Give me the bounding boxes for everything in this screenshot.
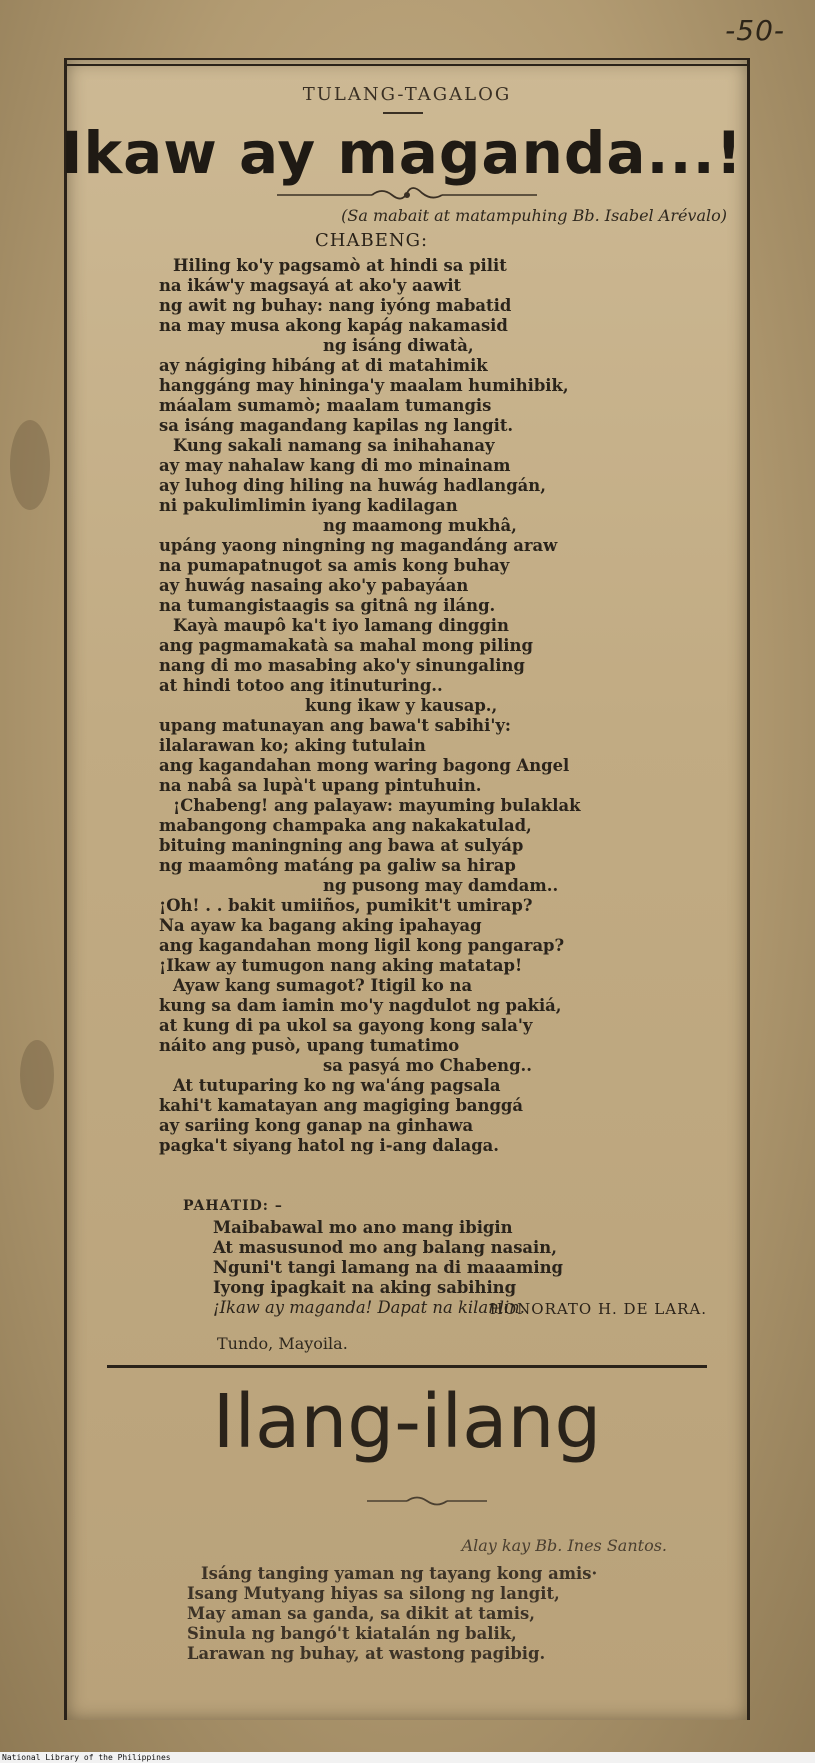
poem-line: Kayà maupô ka't iyo lamang dinggin bbox=[173, 616, 509, 635]
poem-line: na pumapatnugot sa amis kong buhay bbox=[159, 556, 510, 575]
poem-line: hanggáng may hininga'y maalam humihibik, bbox=[159, 376, 569, 395]
pahatid-line: ¡Ikaw ay maganda! Dapat na kilanlin. bbox=[213, 1298, 525, 1317]
poem-line: At tutuparing ko ng wa'áng pagsala bbox=[173, 1076, 501, 1095]
section-divider bbox=[107, 1365, 707, 1368]
second-poem-title: Ilang-ilang bbox=[212, 1379, 602, 1465]
ornament-icon bbox=[277, 184, 537, 206]
poem-line: mabangong champaka ang nakakatulad, bbox=[159, 816, 532, 835]
poem-line: ng pusong may damdam.. bbox=[323, 876, 559, 895]
poem-line: ay nágiging hibáng at di matahimik bbox=[159, 356, 488, 375]
poem-line: ng maamông matáng pa galiw sa hirap bbox=[159, 856, 516, 875]
poem-line: pagka't siyang hatol ng i-ang dalaga. bbox=[159, 1136, 500, 1155]
pahatid-line: Maibabawal mo ano mang ibigin bbox=[213, 1218, 513, 1237]
poem-line: na nabâ sa lupà't upang pintuhuin. bbox=[159, 776, 482, 795]
author-signature: HONORATO H. DE LARA. bbox=[489, 1300, 707, 1318]
pahatid-line: At masusunod mo ang balang nasain, bbox=[213, 1238, 557, 1257]
poem-line: ¡Chabeng! ang palayaw: mayuming bulaklak bbox=[173, 796, 581, 815]
second-poem-body bbox=[187, 1564, 727, 1664]
pahatid-line: Iyong ipagkait na aking sabihing bbox=[213, 1278, 517, 1297]
poem-line: náito ang pusò, upang tumatimo bbox=[159, 1036, 460, 1055]
pahatid-line: Nguni't tangi lamang na di maaaming bbox=[213, 1258, 563, 1277]
poem-line: na tumangistaagis sa gitnâ ng iláng. bbox=[159, 596, 496, 615]
page-number: -50- bbox=[725, 14, 785, 47]
poem-line: nang di mo masabing ako'y sinungaling bbox=[159, 656, 525, 675]
newspaper-clipping bbox=[60, 58, 750, 1720]
poem-line: sa pasyá mo Chabeng.. bbox=[323, 1056, 532, 1075]
poem-body bbox=[159, 256, 719, 1156]
poem-line: ng maamong mukhâ, bbox=[323, 516, 517, 535]
poem-line: Sinula ng bangó't kiatalán ng balik, bbox=[187, 1624, 517, 1643]
pahatid-label: PAHATID: – bbox=[183, 1198, 283, 1214]
pseudonym: CHABENG: bbox=[315, 230, 429, 251]
poem-line: ¡Ikaw ay tumugon nang aking matatap! bbox=[159, 956, 523, 975]
poem-line: sa isáng magandang kapilas ng langit. bbox=[159, 416, 514, 435]
poem-line: ng isáng diwatà, bbox=[323, 336, 474, 355]
poem-line: ang pagmamakatà sa mahal mong piling bbox=[159, 636, 533, 655]
poem-line: upang matunayan ang bawa't sabihi'y: bbox=[159, 716, 511, 735]
poem-line: Isáng tanging yaman ng tayang kong amis· bbox=[201, 1564, 598, 1583]
poem-line: ay may nahalaw kang di mo minainam bbox=[159, 456, 511, 475]
poem-line: at hindi totoo ang itinuturing.. bbox=[159, 676, 443, 695]
poem-line: ay luhog ding hiling na huwág hadlangán, bbox=[159, 476, 546, 495]
poem-line: Ayaw kang sumagot? Itigil ko na bbox=[173, 976, 473, 995]
dedication: (Sa mabait at matampuhing Bb. Isabel Arévalo) bbox=[341, 206, 727, 225]
poem-line: kung sa dam iamin mo'y nagdulot ng pakiá, bbox=[159, 996, 562, 1015]
library-footer: National Library of the Philippines bbox=[0, 1752, 815, 1763]
poem-line: máalam sumamò; maalam tumangis bbox=[159, 396, 492, 415]
poem-line: Na ayaw ka bagang aking ipahayag bbox=[159, 916, 482, 935]
poem-line: kahi't kamatayan ang magiging banggá bbox=[159, 1096, 523, 1115]
top-rule bbox=[67, 64, 747, 66]
poem-line: Larawan ng buhay, at wastong pagibig. bbox=[187, 1644, 546, 1663]
poem-line: na ikáw'y magsayá at ako'y aawit bbox=[159, 276, 462, 295]
poem-line: Hiling ko'y pagsamò at hindi sa pilit bbox=[173, 256, 507, 275]
poem-line: ni pakulimlimin iyang kadilagan bbox=[159, 496, 458, 515]
poem-line: ay huwág nasaing ako'y pabayáan bbox=[159, 576, 469, 595]
poem-line: ang kagandahan mong waring bagong Angel bbox=[159, 756, 570, 775]
poem-line: ¡Oh! . . bakit umiiños, pumikit't umirap? bbox=[159, 896, 533, 915]
place-line: Tundo, Mayoila. bbox=[217, 1334, 348, 1353]
poem-line: May aman sa ganda, sa dikit at tamis, bbox=[187, 1604, 535, 1623]
poem-line: ng awit ng buhay: nang iyóng mabatid bbox=[159, 296, 512, 315]
poem-line: ay sariing kong ganap na ginhawa bbox=[159, 1116, 474, 1135]
second-dedication: Alay kay Bb. Ines Santos. bbox=[461, 1536, 667, 1555]
poem-line: upáng yaong ningning ng magandáng araw bbox=[159, 536, 558, 555]
divider bbox=[383, 112, 423, 114]
poem-line: bituing maningning ang bawa at sulyáp bbox=[159, 836, 524, 855]
poem-line: ang kagandahan mong ligil kong pangarap? bbox=[159, 936, 565, 955]
poem-line: na may musa akong kapág nakamasid bbox=[159, 316, 508, 335]
poem-title: Ikaw ay maganda...! bbox=[60, 119, 744, 187]
poem-line: kung ikaw y kausap., bbox=[305, 696, 498, 715]
poem-line: at kung di pa ukol sa gayong kong sala'y bbox=[159, 1016, 533, 1035]
section-label: TULANG-TAGALOG bbox=[302, 84, 512, 105]
ornament-icon bbox=[367, 1492, 487, 1510]
poem-line: Kung sakali namang sa inihahanay bbox=[173, 436, 495, 455]
poem-line: ilalarawan ko; aking tutulain bbox=[159, 736, 426, 755]
poem-line: Isang Mutyang hiyas sa silong ng langit, bbox=[187, 1584, 560, 1603]
